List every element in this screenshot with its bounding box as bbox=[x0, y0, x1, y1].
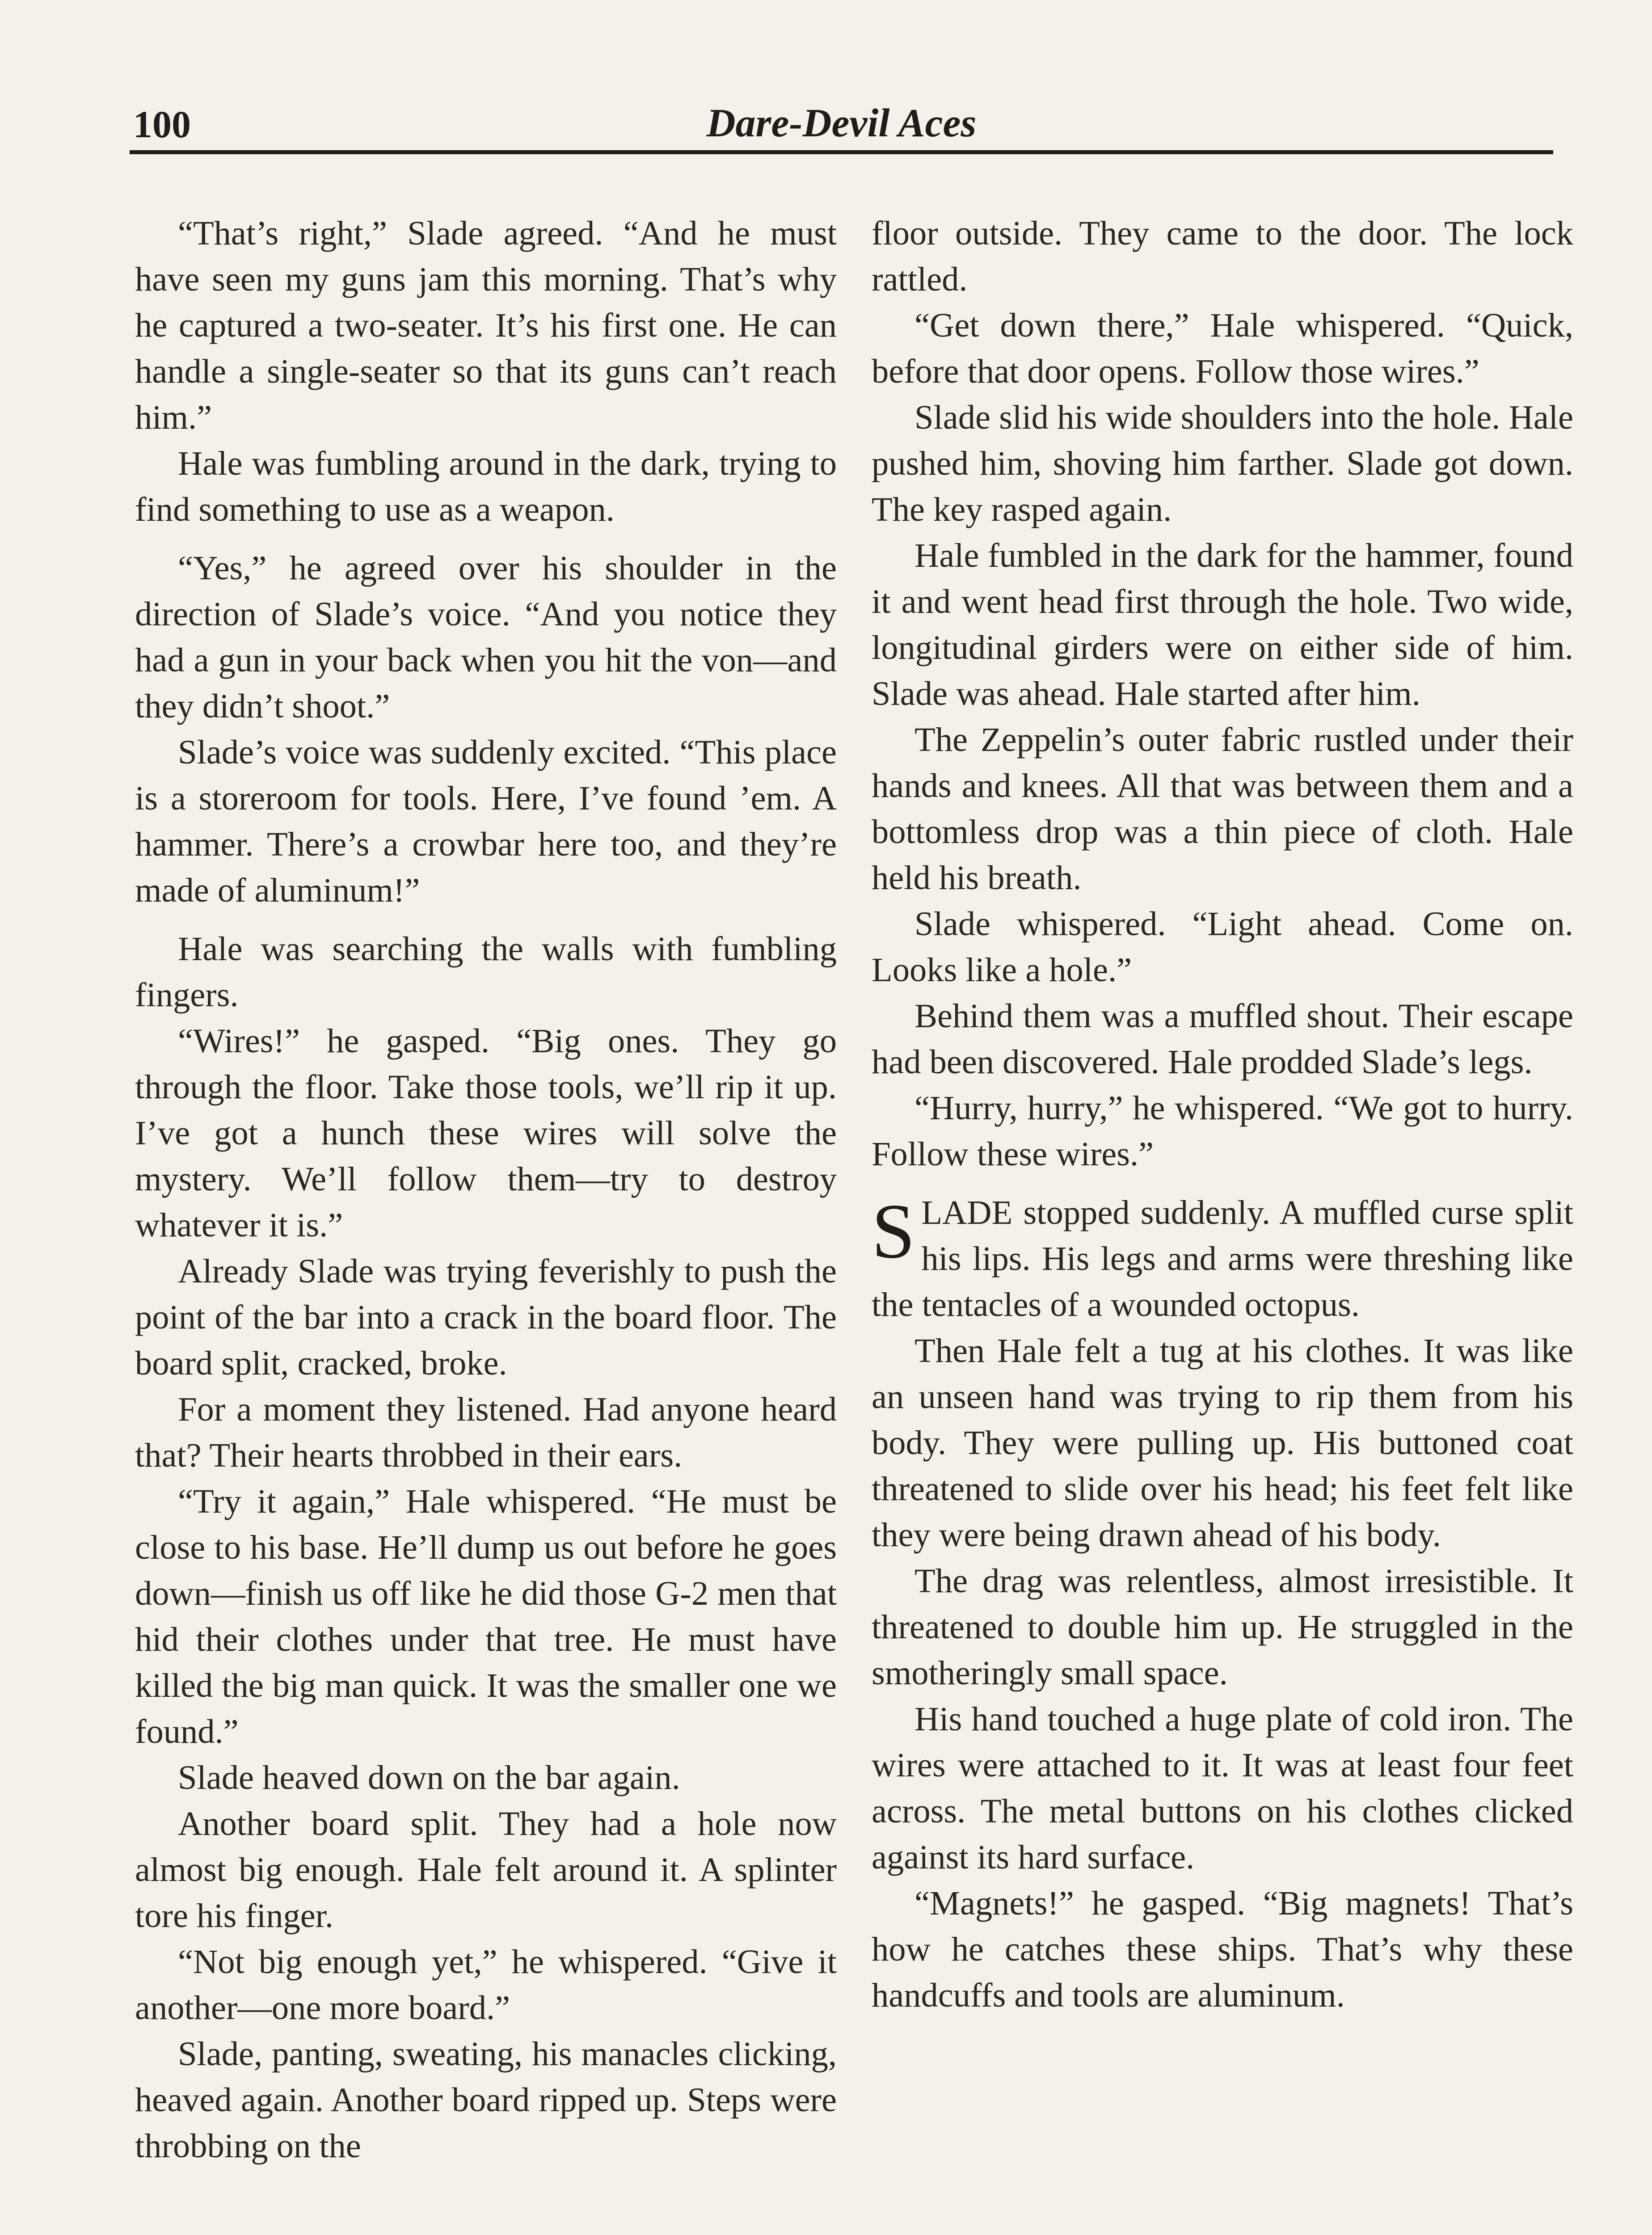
page-number: 100 bbox=[133, 103, 191, 146]
section-opening-text: LADE stopped suddenly. A muffled curse split his lips. His legs and arms were threshing like the tentacles of a wounded octopus. bbox=[872, 1193, 1573, 1324]
section-opening-paragraph bbox=[872, 1189, 1573, 1328]
paragraph: floor outside. They came to the door. The lock rattled. bbox=[872, 214, 1573, 298]
paragraph: Slade heaved down on the bar again. bbox=[178, 1758, 680, 1796]
paragraph: Hale fumbled in the dark for the hammer, found it and went head first through the hole. Two wide, longitudinal girders were on either side of him. Slade was ahead. Hale started after him. bbox=[872, 536, 1573, 713]
paragraph: “Wires!” he gasped. “Big ones. They go through the floor. Take those tools, we’ll rip it up. I’ve got a hunch these wires will solve the mystery. We’ll follow them—try to destroy whatever it is.” bbox=[135, 1022, 837, 1244]
paragraph: “That’s right,” Slade agreed. “And he must have seen my guns jam this morning. That’s why he captured a two-seater. It’s his first one. He can handle a single-seater so that its guns can’t reach him.” bbox=[135, 214, 837, 436]
paragraph: Slade whispered. “Light ahead. Come on. Looks like a hole.” bbox=[872, 905, 1573, 989]
paragraph: “Hurry, hurry,” he whispered. “We got to hurry. Follow these wires.” bbox=[872, 1089, 1573, 1173]
paragraph: Slade, panting, sweating, his manacles clicking, heaved again. Another board ripped up. Steps were throbbing on the bbox=[135, 2035, 837, 2165]
paragraph: “Magnets!” he gasped. “Big magnets! That’s how he catches these ships. That’s why these handcuffs and tools are aluminum. bbox=[872, 1884, 1573, 2014]
paragraph: Already Slade was trying feverishly to push the point of the bar into a crack in the board floor. The board split, cracked, broke. bbox=[135, 1252, 837, 1382]
paragraph: Another board split. They had a hole now almost big enough. Hale felt around it. A splinter tore his finger. bbox=[135, 1805, 837, 1935]
paragraph: Slade slid his wide shoulders into the hole. Hale pushed him, shoving him farther. Slade got down. The key rasped again. bbox=[872, 398, 1573, 528]
drop-cap: S bbox=[872, 1188, 915, 1274]
paragraph: “Not big enough yet,” he whispered. “Give it another—one more board.” bbox=[135, 1943, 837, 2027]
paragraph: For a moment they listened. Had anyone heard that? Their hearts throbbed in their ears. bbox=[135, 1390, 837, 1474]
paragraph: “Get down there,” Hale whispered. “Quick, before that door opens. Follow those wires.” bbox=[872, 306, 1573, 390]
paragraph: Slade’s voice was suddenly excited. “This place is a storeroom for tools. Here, I’ve found ’em. A hammer. There’s a crowbar here too, and they’re made of aluminum!” bbox=[135, 733, 837, 909]
right-column bbox=[872, 210, 1573, 2018]
paragraph: “Yes,” he agreed over his shoulder in the direction of Slade’s voice. “And you notice they had a gun in your back when you hit the von—and they didn’t shoot.” bbox=[135, 549, 837, 725]
paragraph: The Zeppelin’s outer fabric rustled under their hands and knees. All that was between them and a bottomless drop was a thin piece of cloth. Hale held his breath. bbox=[872, 721, 1573, 897]
paragraph: His hand touched a huge plate of cold iron. The wires were attached to it. It was at least four feet across. The metal buttons on his clothes clicked against its hard surface. bbox=[872, 1700, 1573, 1876]
header-rule bbox=[130, 150, 1553, 154]
paragraph: Behind them was a muffled shout. Their escape had been discovered. Hale prodded Slade’s legs. bbox=[872, 997, 1573, 1081]
paragraph: The drag was relentless, almost irresistible. It threatened to double him up. He struggled in the smotheringly small space. bbox=[872, 1562, 1573, 1692]
paragraph: “Try it again,” Hale whispered. “He must be close to his base. He’ll dump us out before he goes down—finish us off like he did those G-2 men that hid their clothes under that tree. He must have killed the big man quick. It was the smaller one we found.” bbox=[135, 1482, 837, 1750]
paragraph: Then Hale felt a tug at his clothes. It was like an unseen hand was trying to rip them from his body. They were pulling up. His buttoned coat threatened to slide over his head; his feet felt like they were being drawn ahead of his body. bbox=[872, 1332, 1573, 1554]
paragraph: Hale was fumbling around in the dark, trying to find something to use as a weapon. bbox=[135, 444, 837, 528]
magazine-title: Dare-Devil Aces bbox=[706, 101, 977, 145]
page-header bbox=[130, 94, 1553, 156]
paragraph: Hale was searching the walls with fumbling fingers. bbox=[135, 930, 837, 1014]
left-column bbox=[135, 210, 837, 2169]
